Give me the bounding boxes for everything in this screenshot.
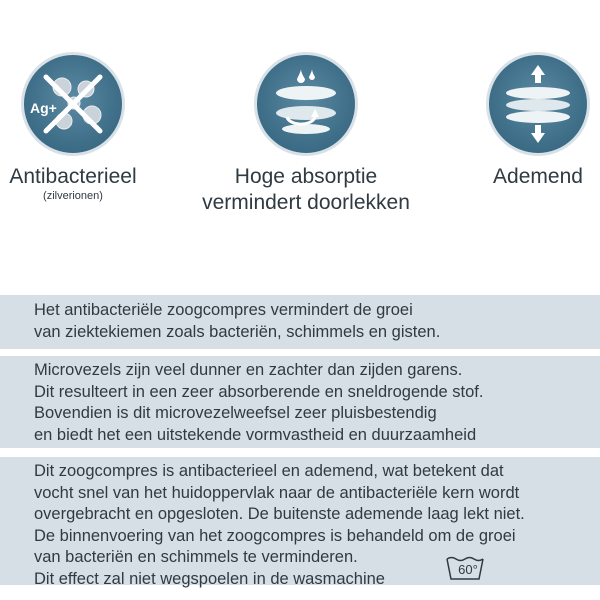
paragraph-line: Dit resulteert in een zeer absorberende en sneldrogende stof. — [34, 382, 484, 401]
feature-title: Ademend — [493, 165, 583, 188]
antibacterial-icon — [21, 52, 125, 156]
feature-title-line-1: Hoge absorptie — [234, 165, 378, 188]
paragraph-line: overgebracht en opgesloten. De buitenste ademende laag lekt niet. — [34, 505, 525, 523]
paragraph-line: Microvezels zijn veel dunner en zachter dan zijden garens. — [34, 361, 463, 379]
feature-breathable — [476, 52, 600, 190]
feature-subtitle: (zilverionen) — [43, 190, 103, 202]
paragraph-line: Bovendien is dit microvezelweefsel zeer pluisbestendig — [34, 404, 437, 422]
feature-absorption — [196, 52, 416, 216]
paragraph-line: en biedt het een uitstekende vormvastheid en duurzaamheid — [34, 425, 477, 444]
info-band-breathable — [0, 457, 600, 588]
paragraph-line: Het antibacteriële zoogcompres vermindert de groei — [34, 301, 413, 319]
ag-ion-label: Ag+ — [30, 100, 57, 116]
paragraph-line: van ziektekiemen zoals bacteriën, schimmels en gisten. — [34, 322, 441, 341]
info-band-antibacterial — [0, 295, 600, 349]
absorption-icon — [254, 52, 358, 156]
paragraph-line: Dit effect zal niet wegspoelen in de wasmachine — [34, 569, 385, 588]
paragraph-line: van bacteriën en schimmels te verminderen. — [34, 548, 358, 566]
paragraph-line: Dit zoogcompres is antibacterieel en ademend, wat betekent dat — [34, 462, 504, 480]
feature-title-line-2: vermindert doorlekken — [202, 191, 410, 214]
paragraph-line: De binnenvoering van het zoogcompres is behandeld om de groei — [34, 526, 516, 545]
wash-temperature-label: 60° — [458, 562, 478, 577]
paragraph-line: vocht snel van het huidoppervlak naar de antibacteriële kern wordt — [34, 483, 520, 502]
breathable-icon — [486, 52, 590, 156]
info-band-microfiber — [0, 356, 600, 448]
feature-title: Antibacterieel — [9, 165, 137, 188]
feature-antibacterial — [8, 52, 138, 202]
